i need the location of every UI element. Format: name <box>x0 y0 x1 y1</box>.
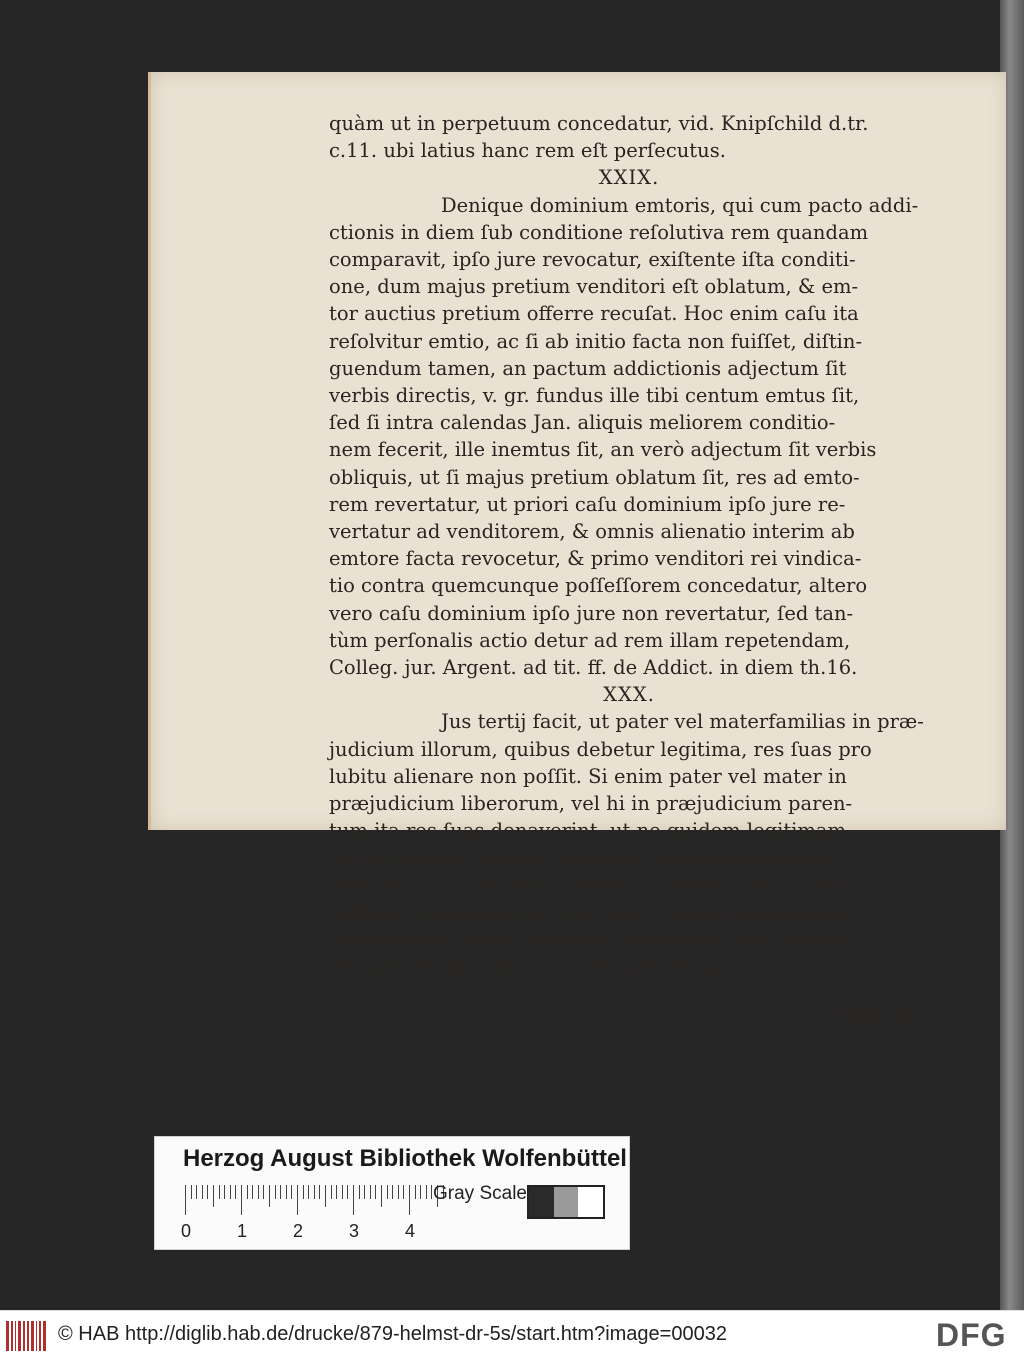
copyright-url[interactable]: © HAB http://diglib.hab.de/drucke/879-helmst-dr-5s/start.htm?image=00032 <box>58 1323 727 1345</box>
text-line: ſalvam habere poſſint, alienatio uſque ad legitimam <box>329 846 839 870</box>
text-line: judicium illorum, quibus debetur legitima, res ſuas pro <box>329 737 872 761</box>
gray-swatch <box>578 1187 603 1217</box>
text-line: rem revertatur, ut priori caſu dominium ipſo jure re- <box>329 492 846 516</box>
ruler-tick <box>336 1185 337 1199</box>
ruler-tick <box>291 1185 292 1199</box>
ruler-tick <box>297 1185 298 1215</box>
ruler-number: 2 <box>293 1221 304 1241</box>
ruler-tick <box>280 1185 281 1199</box>
barcode-bar <box>18 1321 21 1351</box>
ruler-tick <box>308 1185 309 1199</box>
ruler-tick <box>196 1185 197 1199</box>
ruler-tick <box>392 1185 393 1199</box>
text-line: Jus tertij facit, ut pater vel materfamilias in præ- <box>441 710 924 734</box>
ruler-tick <box>415 1185 416 1199</box>
text-line: reſolvitur emtio, ac ſi ab initio facta non fuiſſet, diſtin- <box>329 329 863 353</box>
ruler-tick <box>213 1185 214 1207</box>
text-line: Colleg. jur. Argent. ad tit. ff. de Addict. in diem th.16. <box>329 656 858 680</box>
ruler-tick <box>331 1185 332 1199</box>
text-line: Denique dominium emtoris, qui cum pacto addi- <box>441 193 919 217</box>
text-line: verbis directis, v. gr. fundus ille tibi centum emtus ſit, <box>329 384 860 408</box>
library-label-card <box>154 1136 630 1250</box>
ruler-tick <box>241 1185 242 1215</box>
ruler-tick <box>359 1185 360 1199</box>
gray-swatch <box>554 1187 579 1217</box>
text-line: eſt nulla Brunn. ad l. 1. C de inoff. donat. <box>329 955 735 979</box>
ruler-number: 4 <box>405 1221 416 1241</box>
text-line: tio contra quemcunque poſſeſſorem concedatur, altero <box>329 574 868 598</box>
dfg-logo: DFG <box>936 1317 1007 1353</box>
ruler-tick <box>235 1185 236 1199</box>
ruler-tick <box>342 1185 343 1199</box>
text-line: revocatur t.t.C de inoff. donat & ſi fortè pater, nover- <box>329 873 852 897</box>
barcode-bar <box>39 1321 41 1351</box>
ruler-number: 1 <box>237 1221 248 1241</box>
text-line: tum ita res ſuas donaverint, ut ne quidem legitimam <box>329 819 847 843</box>
text-line: quàm ut in perpetuum concedatur, vid. Knipſchild d.tr. <box>329 112 869 135</box>
ruler-tick <box>319 1185 320 1199</box>
ruler-tick <box>314 1185 315 1199</box>
barcode-bar <box>43 1321 46 1351</box>
gray-scale-label: Gray Scale <box>433 1183 527 1204</box>
hab-barcode-icon <box>6 1321 46 1351</box>
ruler-tick <box>381 1185 382 1207</box>
ruler-tick <box>185 1185 186 1215</box>
text-line: nem fecerit, ille inemtus ſit, an verò adjectum ſit verbis <box>329 438 877 462</box>
barcode-bar <box>15 1321 17 1351</box>
barcode-bar <box>31 1321 34 1351</box>
text-line: præjudicium liberorum, vel hi in præjudicium paren- <box>329 792 853 816</box>
ruler-tick <box>224 1185 225 1199</box>
ruler-number: 0 <box>181 1221 192 1241</box>
ruler-tick <box>219 1185 220 1199</box>
ruler-tick <box>303 1185 304 1199</box>
text-line: tor auctius pretium offerre recuſat. Hoc enim caſu ita <box>329 302 859 326</box>
section-heading: XXIX. <box>598 166 660 190</box>
ruler-tick <box>202 1185 203 1199</box>
ruler-tick <box>275 1185 276 1199</box>
text-line: defraudandi liberos extraneo donaverit, tota donatio <box>329 928 849 952</box>
page-text <box>329 110 929 981</box>
ruler-tick <box>325 1185 326 1207</box>
ruler-tick <box>207 1185 208 1199</box>
ruler-tick <box>426 1185 427 1199</box>
ruler-tick <box>247 1185 248 1199</box>
ruler-tick <box>230 1185 231 1199</box>
ruler-tick <box>258 1185 259 1199</box>
footer-bar <box>0 1310 1024 1361</box>
ruler-tick <box>398 1185 399 1199</box>
text-line: ctionis in diem ſub conditione reſolutiva rem quandam <box>329 220 869 244</box>
scale-ruler <box>181 1185 425 1241</box>
ruler-tick <box>269 1185 270 1207</box>
ruler-tick <box>420 1185 421 1199</box>
ruler-tick <box>252 1185 253 1199</box>
text-line: c.11. ubi latius hanc rem eſt perſecutus. <box>329 139 726 163</box>
ruler-tick <box>263 1185 264 1199</box>
ruler-tick <box>364 1185 365 1199</box>
gray-scale-swatch <box>527 1185 605 1219</box>
ruler-tick <box>286 1185 287 1199</box>
section-heading: XXX. <box>603 683 655 707</box>
ruler-tick <box>353 1185 354 1215</box>
ruler-tick <box>191 1185 192 1199</box>
ruler-tick <box>370 1185 371 1199</box>
text-line: tùm perſonalis actio detur ad rem illam repetendam, <box>329 628 851 652</box>
library-name: Herzog August Bibliothek Wolfenbüttel <box>183 1145 627 1172</box>
ruler-tick <box>387 1185 388 1199</box>
text-line: lubitu alienare non poſſit. Si enim pater vel mater in <box>329 764 847 788</box>
ruler-tick <box>403 1185 404 1199</box>
ruler-tick <box>375 1185 376 1199</box>
ruler-number: 3 <box>349 1221 360 1241</box>
barcode-bar <box>6 1321 9 1351</box>
barcode-bar <box>27 1321 29 1351</box>
barcode-bar <box>11 1321 13 1351</box>
text-line: comparavit, ipſo jure revocatur, exiſtente iſta conditi- <box>329 248 856 272</box>
book-page <box>148 72 1006 1027</box>
text-line: ſed ſi intra calendas Jan. aliquis meliorem conditio- <box>329 411 836 435</box>
text-line: guendum tamen, an pactum addictionis adjectum ſit <box>329 356 847 380</box>
ruler-tick <box>347 1185 348 1199</box>
barcode-bar <box>36 1321 38 1351</box>
barcode-bar <box>23 1321 25 1351</box>
text-line: vero caſu dominium ipſo jure non revertatur, ſed tan- <box>329 601 854 625</box>
text-line: emtore facta revocetur, & primo venditori rei vindica- <box>329 547 862 571</box>
ruler-tick <box>409 1185 410 1215</box>
text-line: vertatur ad venditorem, & omnis alienatio interim ab <box>329 520 855 544</box>
catchword: XXXI. In- <box>831 1004 920 1027</box>
text-line: calibus inſtigationibus corruptus, omnia bona animo <box>329 900 847 924</box>
text-line: one, dum majus pretium venditori eſt oblatum, & em- <box>329 275 859 299</box>
text-line: obliquis, ut ſi majus pretium oblatum ſit, res ad emto- <box>329 465 860 489</box>
gray-swatch <box>529 1187 554 1217</box>
